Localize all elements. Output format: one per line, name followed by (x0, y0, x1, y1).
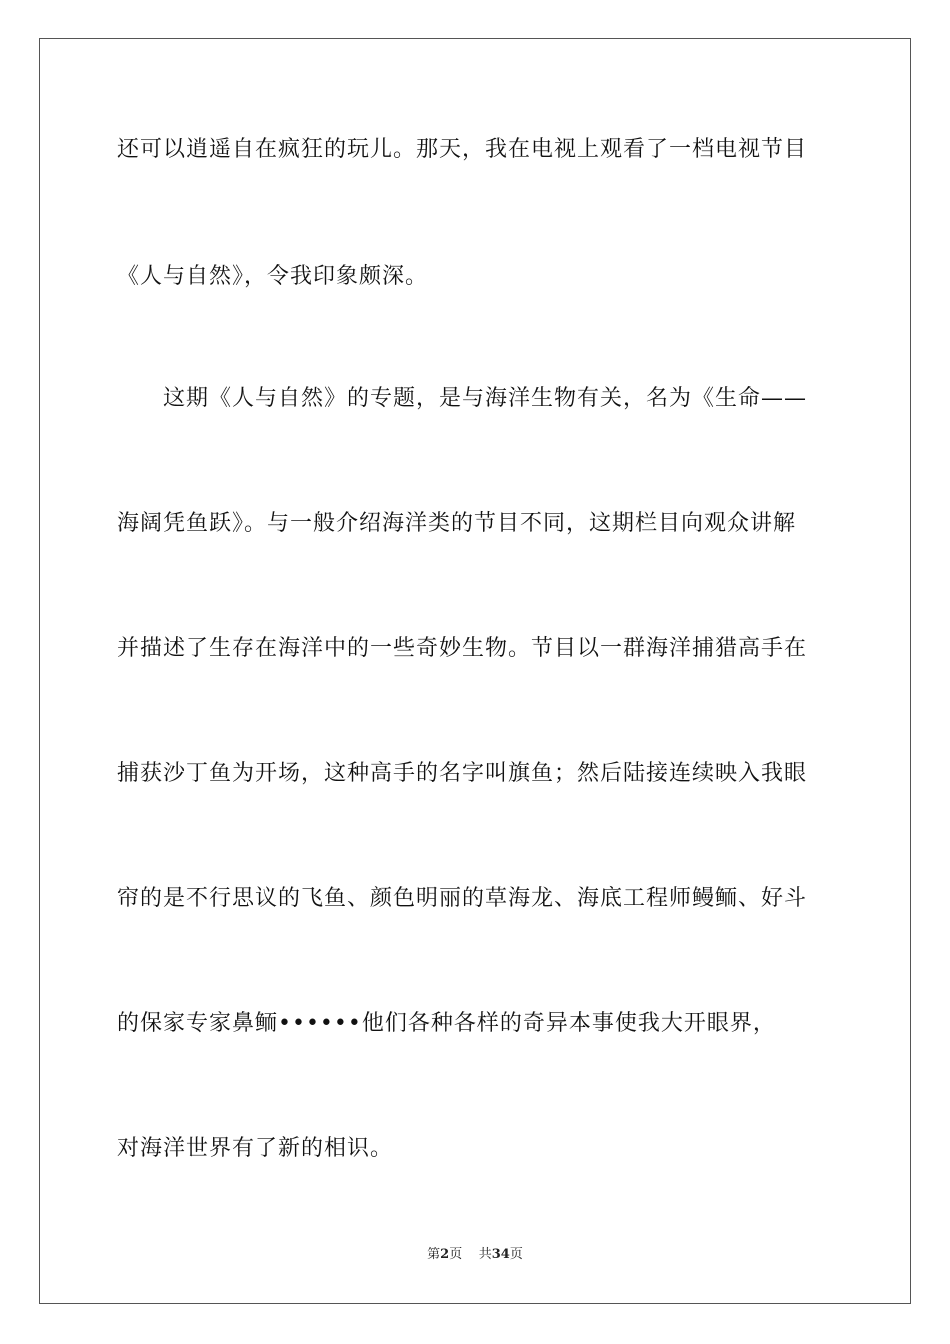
body-line-8: 的保家专家鼻鲕••••••他们各种各样的奇异本事使我大开眼界， (117, 1011, 776, 1036)
body-line-9: 对海洋世界有了新的相识。 (117, 1136, 394, 1161)
page-footer (0, 1246, 950, 1264)
total-prefix: 共 (478, 1247, 492, 1262)
body-line-1: 还可以逍遥自在疯狂的玩儿。那天，我在电视上观看了一档电视节目 (117, 137, 808, 162)
body-line-4: 海阔凭鱼跃》。与一般介绍海洋类的节目不同，这期栏目向观众讲解 (117, 511, 797, 536)
body-line-5: 并描述了生存在海洋中的一些奇妙生物。节目以一群海洋捕猎高手在 (117, 636, 808, 661)
page-number: 2 (440, 1247, 450, 1262)
body-line-7: 帘的是不行思议的飞鱼、颜色明丽的草海龙、海底工程师鳗鲕、好斗 (117, 886, 808, 911)
body-line-2: 《人与自然》，令我印象颇深。 (117, 264, 429, 289)
total-suffix: 页 (509, 1247, 523, 1262)
page-suffix: 页 (449, 1247, 463, 1262)
body-line-3: 这期《人与自然》的专题，是与海洋生物有关，名为《生命—— (117, 386, 808, 411)
page-prefix: 第 (427, 1247, 441, 1262)
body-line-6: 捕获沙丁鱼为开场，这种高手的名字叫旗鱼；然后陆接连续映入我眼 (117, 761, 808, 786)
page-border (39, 38, 911, 1304)
total-pages: 34 (491, 1247, 510, 1262)
